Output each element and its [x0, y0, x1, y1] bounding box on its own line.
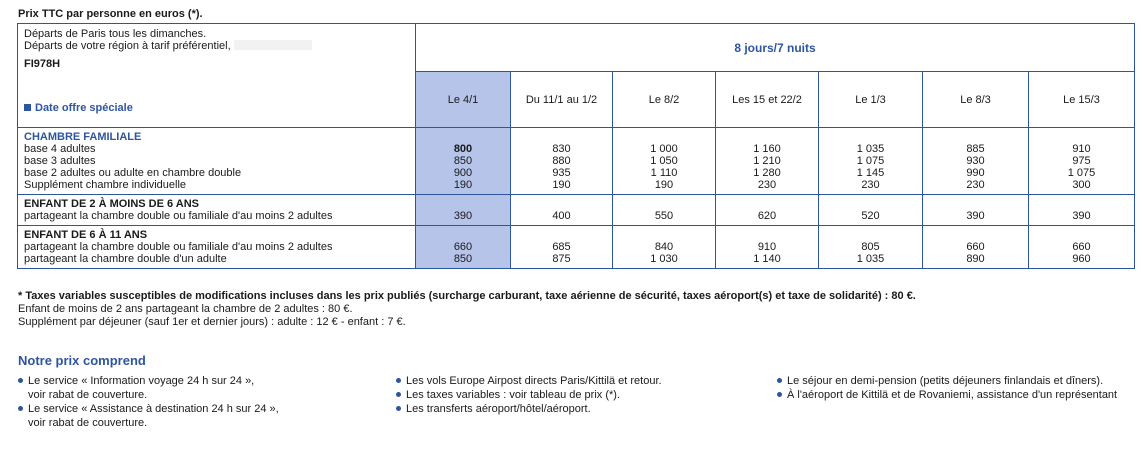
- row-sub-label: base 3 adultes: [24, 155, 96, 167]
- price-value: 1 035: [856, 143, 885, 155]
- row-sub-label: partageant la chambre double d'un adulte: [24, 253, 227, 265]
- price-value: 1 140: [753, 253, 781, 265]
- included-item: Le service « Assistance à destination 24 h sur 24 », voir rabat de couverture.: [18, 402, 378, 430]
- price-value: 1 110: [650, 167, 678, 179]
- departure-line-paris: Départs de Paris tous les dimanches.: [24, 28, 207, 40]
- price-value: 910: [1072, 143, 1091, 155]
- price-cell: [511, 195, 613, 226]
- price-cell: [511, 128, 613, 195]
- price-cell: [819, 128, 923, 195]
- date-header: Le 1/3: [819, 72, 923, 128]
- price-value: 800: [453, 143, 473, 155]
- price-value: 1 160: [753, 143, 781, 155]
- row-label: [18, 226, 416, 269]
- price-value: 1 280: [753, 167, 781, 179]
- price-value: 390: [1072, 210, 1091, 222]
- price-value: 550: [654, 210, 674, 222]
- included-col-3: [777, 374, 1137, 402]
- row-sub-label: partageant la chambre double ou familiale d'au moins 2 adultes: [24, 210, 333, 222]
- price-value: 660: [966, 241, 985, 253]
- price-value: 960: [1072, 253, 1091, 265]
- row-label: [18, 195, 416, 226]
- price-value: 930: [966, 155, 985, 167]
- product-code: FI978H: [24, 58, 61, 70]
- price-value: 230: [861, 179, 880, 191]
- price-value: 660: [453, 241, 473, 253]
- row-sub-label: base 4 adultes: [24, 143, 96, 155]
- note-taxes: * Taxes variables susceptibles de modifications incluses dans les prix publiés (surcharge carburant, taxe aérienne de sécurité, taxes aéroport(s) et taxe de solidarité) : 80 €.: [18, 290, 916, 302]
- price-cell: [1029, 128, 1135, 195]
- price-cell: [1029, 195, 1135, 226]
- date-header: Les 15 et 22/2: [716, 72, 819, 128]
- price-cell: [819, 195, 923, 226]
- price-value: 890: [966, 253, 985, 265]
- price-cell: [716, 128, 819, 195]
- included-item: Les taxes variables : voir tableau de prix (*).: [396, 388, 756, 402]
- price-value: 1 210: [753, 155, 781, 167]
- price-cell: [716, 195, 819, 226]
- price-value: 990: [966, 167, 985, 179]
- price-cell: [923, 195, 1029, 226]
- price-cell: [416, 128, 511, 195]
- square-bullet-icon: [24, 104, 31, 111]
- price-value: 1 145: [856, 167, 885, 179]
- date-header: Du 11/1 au 1/2: [511, 72, 613, 128]
- price-value: 1 030: [650, 253, 678, 265]
- date-header: Le 8/2: [613, 72, 716, 128]
- price-value: 400: [552, 210, 571, 222]
- price-value: 685: [552, 241, 571, 253]
- included-title: Notre prix comprend: [18, 353, 146, 368]
- price-value: 520: [861, 210, 880, 222]
- price-value: 190: [654, 179, 674, 191]
- table-row: [18, 128, 1135, 195]
- note-lunch: Supplément par déjeuner (sauf 1er et dernier jours) : adulte : 12 € - enfant : 7 €.: [18, 316, 406, 328]
- price-value: 1 000: [650, 143, 678, 155]
- price-value: 1 050: [650, 155, 678, 167]
- table-row: [18, 226, 1135, 269]
- row-label: [18, 128, 416, 195]
- price-cell: [416, 226, 511, 269]
- price-value: 850: [453, 253, 473, 265]
- price-value: 885: [966, 143, 985, 155]
- price-value: 1 075: [1067, 167, 1096, 179]
- price-value: 840: [654, 241, 674, 253]
- page-title: Prix TTC par personne en euros (*).: [18, 8, 203, 20]
- date-header: Le 15/3: [1029, 72, 1135, 128]
- price-value: 1 035: [856, 253, 885, 265]
- date-header: Le 8/3: [923, 72, 1029, 128]
- price-value: 975: [1072, 155, 1091, 167]
- departure-line-region: Départs de votre région à tarif préférentiel,: [24, 40, 409, 52]
- included-item: Les vols Europe Airpost directs Paris/Kittilä et retour.: [396, 374, 756, 388]
- section-title: CHAMBRE FAMILIALE: [24, 131, 142, 143]
- row-sub-label: base 2 adultes ou adulte en chambre double: [24, 167, 242, 179]
- price-value: 830: [552, 143, 571, 155]
- departure-info: [18, 24, 416, 128]
- table-row: [18, 195, 1135, 226]
- price-value: 875: [552, 253, 571, 265]
- price-value: 230: [966, 179, 985, 191]
- price-cell: [511, 226, 613, 269]
- price-value: 910: [757, 241, 777, 253]
- price-value: 850: [453, 155, 473, 167]
- price-cell: [1029, 226, 1135, 269]
- note-infant: Enfant de moins de 2 ans partageant la chambre de 2 adultes : 80 €.: [18, 303, 353, 315]
- row-sub-label: partageant la chambre double ou familiale d'au moins 2 adultes: [24, 241, 333, 253]
- included-item: Le séjour en demi-pension (petits déjeuners finlandais et dîners).: [777, 374, 1137, 388]
- price-value: 660: [1072, 241, 1091, 253]
- included-item: À l'aéroport de Kittilä et de Rovaniemi, assistance d'un représentant: [777, 388, 1137, 402]
- price-cell: [613, 128, 716, 195]
- price-value: 230: [757, 179, 777, 191]
- price-value: 805: [861, 241, 880, 253]
- price-cell: [613, 195, 716, 226]
- price-cell: [819, 226, 923, 269]
- price-value: 300: [1072, 179, 1091, 191]
- price-value: 935: [552, 167, 571, 179]
- price-cell: [923, 128, 1029, 195]
- section-title: ENFANT DE 2 À MOINS DE 6 ANS: [24, 198, 200, 210]
- price-value: 190: [552, 179, 571, 191]
- included-item: Les transferts aéroport/hôtel/aéroport.: [396, 402, 756, 416]
- date-header: Le 4/1: [416, 72, 511, 128]
- price-value: 190: [453, 179, 473, 191]
- duration-header: 8 jours/7 nuits: [416, 24, 1135, 72]
- price-cell: [716, 226, 819, 269]
- price-value: 900: [453, 167, 473, 179]
- price-value: 390: [453, 210, 473, 222]
- included-item: Le service « Information voyage 24 h sur 24 », voir rabat de couverture.: [18, 374, 378, 402]
- price-cell: [613, 226, 716, 269]
- price-value: 620: [757, 210, 777, 222]
- section-title: ENFANT DE 6 À 11 ANS: [24, 229, 148, 241]
- notes: [18, 290, 1128, 329]
- included-col-1: [18, 374, 378, 430]
- special-offer-legend: Date offre spéciale: [24, 102, 409, 114]
- price-table: [17, 23, 1135, 269]
- row-sub-label: Supplément chambre individuelle: [24, 179, 187, 191]
- price-cell: [416, 195, 511, 226]
- price-value: 390: [966, 210, 985, 222]
- price-value: 880: [552, 155, 571, 167]
- included-col-2: [396, 374, 756, 416]
- price-value: 1 075: [856, 155, 885, 167]
- price-cell: [923, 226, 1029, 269]
